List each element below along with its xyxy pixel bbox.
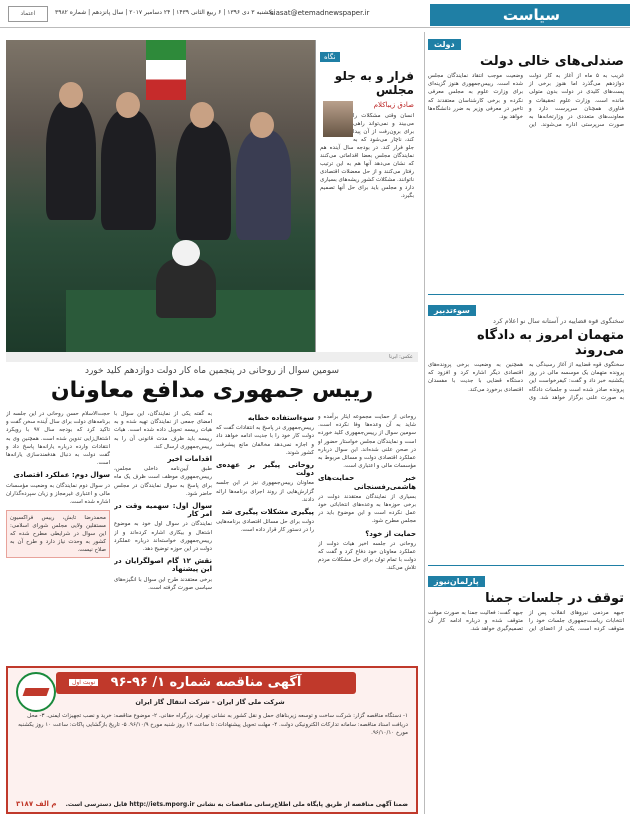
photo-figure-head: [116, 92, 140, 118]
inset-author: صادق زیباکلام: [373, 101, 414, 109]
photo-figure: [176, 120, 231, 240]
col3-sub-3: نقش ۱۲ گام اصولگرایان در این پیشنهاد: [114, 557, 212, 574]
story1-body: غریب به ۵ ماه از آغاز به کار دولت دوازدهم می‌گذرد اما هنوز برخی از پست‌های کلیدی در دولت بدون متولی مانده است. وزارت علوم تحقیقات و فناوری همچنان سرپرست دارد و معاونت‌های متعددی در وزارتخانه‌ها به صورت سرپرستی اداره می‌شوند. این وضعیت موجب انتقاد نمایندگان مجلس شده است. رییس‌جمهوری هنوز گزینه‌ای برای وزارت علوم به مجلس معرفی نکرده و برخی کارشناسان معتقدند که تاخیر در معرفی وزیر به ضرر دانشگاه‌ها خواهد بود.: [428, 73, 624, 129]
story2-subtitle: سخنگوی قوه قضاییه در آستانه سال نو اعلام کرد: [492, 317, 624, 325]
col3-text-0: به گفته یکی از نمایندگان، این سوال با امضای جمعی از نمایندگان تهیه شده و به هیات رییسه تحویل داده شده است. هیات رییسه باید ظرف مدت قانونی آن را به رییس‌جمهوری ارسال کند.: [114, 411, 212, 450]
advert-subtitle: شرکت ملی گاز ایران - شرکت انتقال گاز ایران: [135, 698, 285, 706]
col3-text-2: نمایندگان در سوال اول خود به موضوع اشتغال و بیکاری اشاره کرده‌اند و از رییس‌جمهوری خواسته‌اند درباره عملکرد دولت در این حوزه توضیح دهد.: [114, 521, 212, 553]
col3-sub-1: اقدامات اخیر: [167, 455, 212, 464]
photo-figure: [101, 110, 156, 230]
right-column: [428, 32, 624, 814]
story1-title: صندلی‌های خالی دولت: [480, 54, 624, 69]
col3-text-1: طبق آیین‌نامه داخلی مجلس، رییس‌جمهوری موظف است ظرف یک ماه برای پاسخ به سوال نمایندگان در مجلس حاضر شود.: [114, 466, 212, 497]
main-col-4: [6, 410, 110, 660]
col1-sub-1: خبر حمایت‌های هاشمی‌رفسنجانی: [318, 474, 416, 491]
col2-sub-1: روحانی پیگیر بر عهده‌ی دولت: [216, 461, 314, 478]
main-col-1: [318, 410, 416, 660]
photo-figure: [46, 100, 96, 220]
photo-figure-head: [250, 112, 274, 138]
dateline: یکشنبه ۳ دی ۱۳۹۶ | ۶ ربیع الثانی ۱۴۳۹ | ۲۴ دسامبر ۲۰۱۷ | سال پانزدهم | شماره ۳۹۸۲: [55, 9, 274, 16]
advert-body: ۱- دستگاه مناقصه گزار: شرکت ساخت و توسعه زیربناهای حمل و نقل کشور به نشانی تهران، بزرگراه حقانی. ۲- موضوع مناقصه: خرید و نصب تجهیزات ایمنی. ۳- محل دریافت اسناد مناقصه: سامانه تدارکات الکترونیکی دولت. ۴- مهلت تحویل پیشنهادات: تا ساعت ۱۴ روز شنبه مورخ ۹۶/۱۰/۹. ۵- تاریخ بازگشایی پاکات: ساعت ۱۰ روز یکشنبه مورخ ۹۶/۱۰/۱۰.: [18, 713, 408, 736]
col1-text-0: روحانی از حمایت مجموعه ایثار برآمده و شاید به آن وعده‌ها وفا نکرده است. سومین سوال از رییس‌جمهوری کلید خورده است و نمایندگان مجلس خواستار حضور او در صحن علنی شده‌اند. این سوال درباره عملکرد اقتصادی دولت و مسائل مربوط به مؤسسات مالی و اعتباری است.: [318, 414, 416, 470]
story3-body: جبهه مردمی نیروهای انقلاب پس از انتخابات ریاست‌جمهوری جلسات خود را متوقف کرده است. یکی از اعضای این جبهه گفت: فعالیت جمنا به صورت موقت متوقف شده و درباره ادامه کار آن تصمیم‌گیری خواهد شد.: [428, 610, 624, 633]
photo-caption: عکس: ایرنا: [6, 352, 418, 362]
story1-tag: دولت: [428, 39, 461, 50]
photo-inset-column: [315, 40, 418, 352]
col3-text-3: برخی معتقدند طرح این سوال با انگیزه‌های سیاسی صورت گرفته است.: [114, 576, 212, 591]
col4-text-0: حجت‌الاسلام حسن روحانی در این جلسه از برنامه‌های دولت برای سال آینده سخن گفت و تاکید کرد که بودجه سال ۹۷ با رویکرد اشتغال‌زایی تدوین شده است. همچنین وی به انتقادات وارده درباره یارانه‌ها پاسخ داد و گفت دولت به دنبال هدفمندسازی یارانه‌ها است.: [6, 411, 110, 467]
advert-round-badge: نوبت اول: [68, 678, 99, 687]
col4-text-1: در سوال دوم نمایندگان به وضعیت مؤسسات مالی و اعتباری غیرمجاز و زیان سپرده‌گذاران اشاره شده است.: [6, 482, 110, 506]
col4-sub-1: سوال دوم: عملکرد اقتصادی: [13, 471, 110, 480]
inset-title: فرار و به جلو مجلس: [334, 69, 414, 97]
kicker: سومین سوال از روحانی در پنجمین ماه کار دولت دوازدهم کلید خورد: [84, 366, 340, 376]
col2-text-1: معاونان رییس‌جمهوری نیز در این جلسه گزارش‌هایی از روند اجرای برنامه‌ها ارائه دادند.: [216, 480, 314, 503]
story2-body: سخنگوی قوه قضاییه از آغاز رسیدگی به پرونده متهمان یک موسسه مالی در روز یکشنبه خبر داد و گفت: کیفرخواست این پرونده صادر شده است و جلسات دادگاه به صورت علنی برگزار خواهد شد. وی همچنین به وضعیت برخی پرونده‌های اقتصادی دیگر اشاره کرد و افزود که دستگاه قضایی با جدیت با مفسدان اقتصادی برخورد می‌کند.: [428, 362, 624, 401]
main-headline: رییس جمهوری مدافع معاونان: [50, 378, 374, 403]
advert-footer: ضمنا آگهی مناقصه از طریق پایگاه ملی اطلاع‌رسانی مناقصات به نشانی http://iets.mporg.ir قابل دسترسی است.: [65, 801, 408, 808]
iran-flag-graphic: [146, 40, 186, 100]
story3-tag: پارلمان‌نیوز: [428, 576, 485, 587]
advert-code: م الف ۳۱۸۷: [16, 800, 57, 808]
photo-figure-head: [190, 102, 214, 128]
speaker-figure: [156, 258, 216, 318]
pull-quote-box: محمدرضا تابش، رییس فراکسیون مستقلین ولایی مجلس شورای اسلامی: این سوال در شرایطی مطرح شده که کشور به وحدت نیاز دارد و طرح آن به صلاح نیست.: [6, 510, 110, 558]
company-logo-icon: [16, 672, 56, 712]
col2-text-0: رییس‌جمهوری در پاسخ به انتقادات گفت که دولت کار خود را با جدیت ادامه خواهد داد و اجازه نمی‌دهد مخالفان مانع پیشرفت کشور شوند.: [216, 425, 314, 456]
col1-text-1: بسیاری از نمایندگان معتقدند دولت در برخی حوزه‌ها به وعده‌های انتخاباتی خود عمل نکرده است و این موضوع باید در مجلس مطرح شود.: [318, 493, 416, 525]
main-col-2: [216, 410, 314, 660]
column-divider: [424, 32, 425, 814]
main-col-3: [114, 410, 212, 660]
story3-title: توقف در جلسات جمنا: [485, 591, 624, 606]
inset-tag: نگاه: [320, 52, 340, 62]
tender-advert: [6, 666, 418, 814]
story2-title: متهمان امروز به دادگاه می‌روند: [476, 328, 624, 358]
photo-figure: [236, 130, 291, 240]
col2-text-2: دولت برای حل مسائل اقتصادی برنامه‌هایی را در دستور کار قرار داده است.: [216, 519, 314, 534]
advert-title: آگهی مناقصه شماره ۱/ ۹۶-۹۶: [56, 672, 356, 694]
author-portrait: [323, 101, 353, 137]
photo-figure-head: [59, 82, 83, 108]
col2-sub-0: سوءاستفاده خطابه: [247, 414, 314, 422]
col1-text-2: روحانی در جلسه اخیر هیات دولت از عملکرد معاونان خود دفاع کرد و گفت که دولت با تمام توان برای حل مشکلات مردم تلاش می‌کند.: [318, 540, 416, 572]
story2-tag: سوءتدبیر: [428, 305, 476, 316]
col3-sub-2: سوال اول: سهمیه وقت در امر کار: [114, 502, 212, 519]
newspaper-logo: اعتماد: [8, 6, 48, 22]
inset-body: انسان وقتی مشکلات را می‌بیند و نمی‌تواند راهی برای برون‌رفت از آن پیدا کند، ناچار می‌شود که به جلو فرار کند. در بودجه سال آینده هم نمایندگان مجلس بعضا اقداماتی می‌کنند که نشان می‌دهد آنها هم به این ترتیب رفتار می‌کنند و از حل معضلات اقتصادی ناتوانند. مشکلات کشور ریشه‌های بسیاری دارد و مجلس باید برای حل آنها تصمیم بگیرد.: [320, 113, 414, 199]
col1-sub-2: حمایت از خود؟: [365, 529, 416, 538]
lead-photo: [6, 40, 418, 352]
speaker-turban: [172, 240, 200, 266]
section-email: siasat@etemadnewspaper.ir: [270, 9, 370, 17]
col2-sub-2: پیگیری مشکلات پیگیری شد: [221, 508, 314, 517]
section-tab: سیاست: [430, 4, 630, 26]
